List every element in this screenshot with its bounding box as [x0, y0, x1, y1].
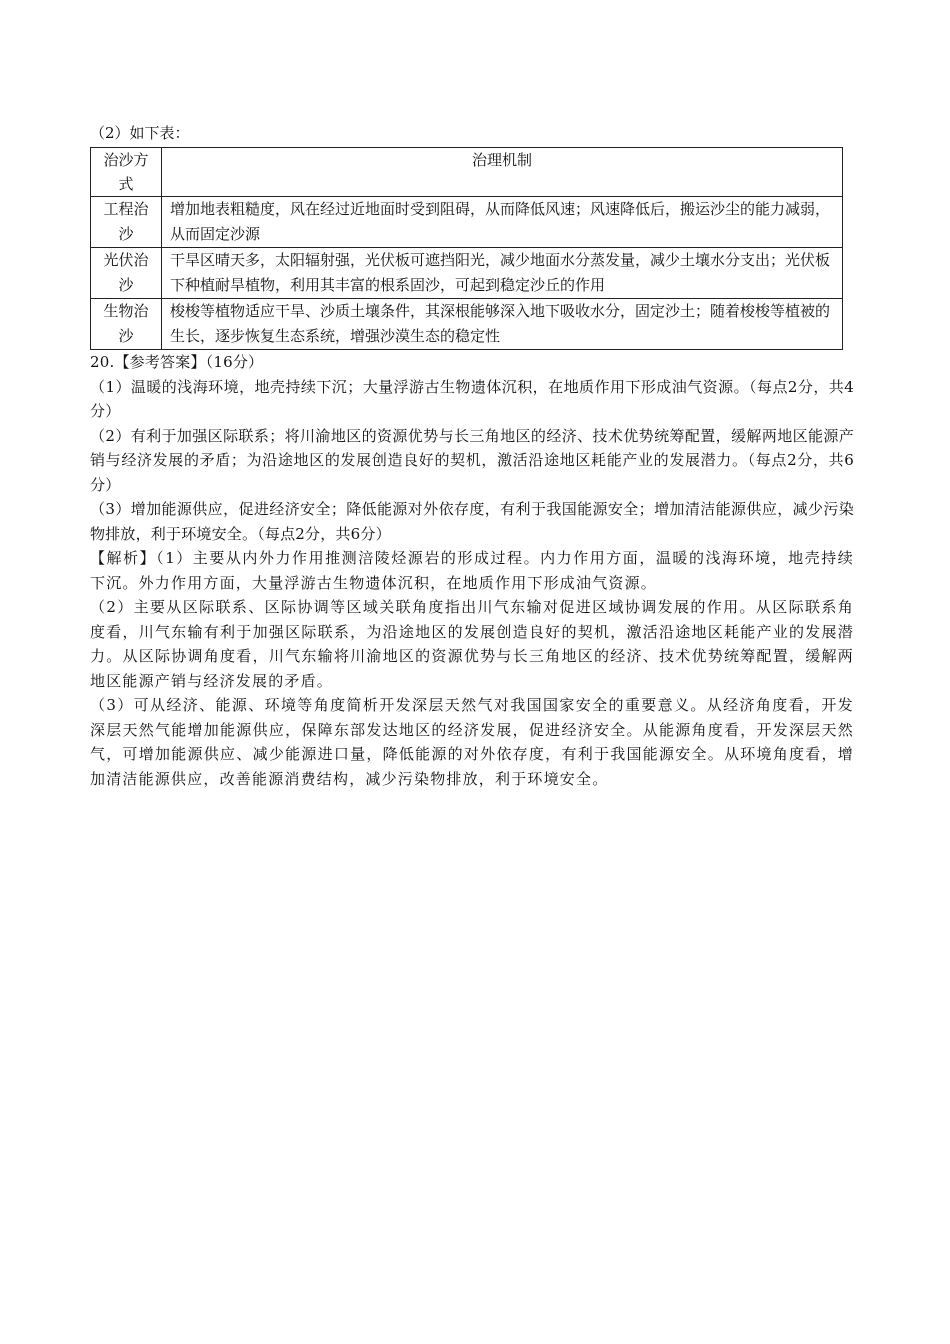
q20-answer-1: （1）温暖的浅海环境，地壳持续下沉；大量浮游古生物遗体沉积，在地质作用下形成油气资源。（每点2分，共4分） [90, 377, 854, 420]
q20-analysis-1: 【解析】（1）主要从内外力作用推测涪陵烃源岩的形成过程。内力作用方面，温暖的浅海环境，地壳持续下沉。外力作用方面，大量浮游古生物遗体沉积，在地质作用下形成油气资源。 [90, 549, 854, 592]
mechanism-cell: 增加地表粗糙度，风在经过近地面时受到阻碍，从而降低风速；风速降低后，搬运沙尘的能力减弱，从而固定沙源 [162, 197, 843, 248]
method-cell: 生物治沙 [91, 299, 162, 350]
table-row [91, 197, 843, 248]
document-page [90, 122, 854, 791]
q20-answer-2: （2）有利于加强区际联系；将川渝地区的资源优势与长三角地区的经济、技术优势统筹配置，缓解两地区能源产销与经济发展的矛盾；为沿途地区的发展创造良好的契机，激活沿途地区耗能产业的发展潜力。（每点2分，共6分） [90, 426, 854, 494]
header-method: 治沙方式 [91, 148, 162, 197]
mechanism-cell: 干旱区晴天多，太阳辐射强，光伏板可遮挡阳光，减少地面水分蒸发量，减少土壤水分支出；光伏板下种植耐旱植物，利用其丰富的根系固沙，可起到稳定沙丘的作用 [162, 248, 843, 299]
q20-analysis-3: （3）可从经济、能源、环境等角度简析开发深层天然气对我国国家安全的重要意义。从经济角度看，开发深层天然气能增加能源供应，保障东部发达地区的经济发展，促进经济安全。从能源角度看，开发深层天然气，可增加能源供应、减少能源进口量，降低能源的对外依存度，有利于我国能源安全。从环境角度看，增加清洁能源供应，改善能源消费结构，减少污染物排放，利于环境安全。 [90, 696, 854, 788]
table-row [91, 299, 843, 350]
header-mechanism: 治理机制 [162, 148, 843, 197]
part2-intro: （2）如下表： [90, 124, 190, 142]
mechanism-cell: 梭梭等植物适应干旱、沙质土壤条件，其深根能够深入地下吸收水分，固定沙土；随着梭梭等植被的生长，逐步恢复生态系统，增强沙漠生态的稳定性 [162, 299, 843, 350]
table-row [91, 248, 843, 299]
table-header-row [91, 148, 843, 197]
q20-title: 20.【参考答案】（16分） [90, 353, 264, 371]
sand-control-table [90, 147, 843, 350]
q20-analysis-2: （2）主要从区际联系、区际协调等区域关联角度指出川气东输对促进区域协调发展的作用。从区际联系角度看，川气东输有利于加强区际联系，为沿途地区的发展创造良好的契机，激活沿途地区耗能产业的发展潜力。从区际协调角度看，川气东输将川渝地区的资源优势与长三角地区的经济、技术优势统筹配置，缓解两地区能源产销与经济发展的矛盾。 [90, 598, 854, 690]
method-cell: 光伏治沙 [91, 248, 162, 299]
q20-answer-3: （3）增加能源供应，促进经济安全；降低能源对外依存度，有利于我国能源安全；增加清洁能源供应，减少污染物排放，利于环境安全。（每点2分，共6分） [90, 500, 854, 543]
method-cell: 工程治沙 [91, 197, 162, 248]
